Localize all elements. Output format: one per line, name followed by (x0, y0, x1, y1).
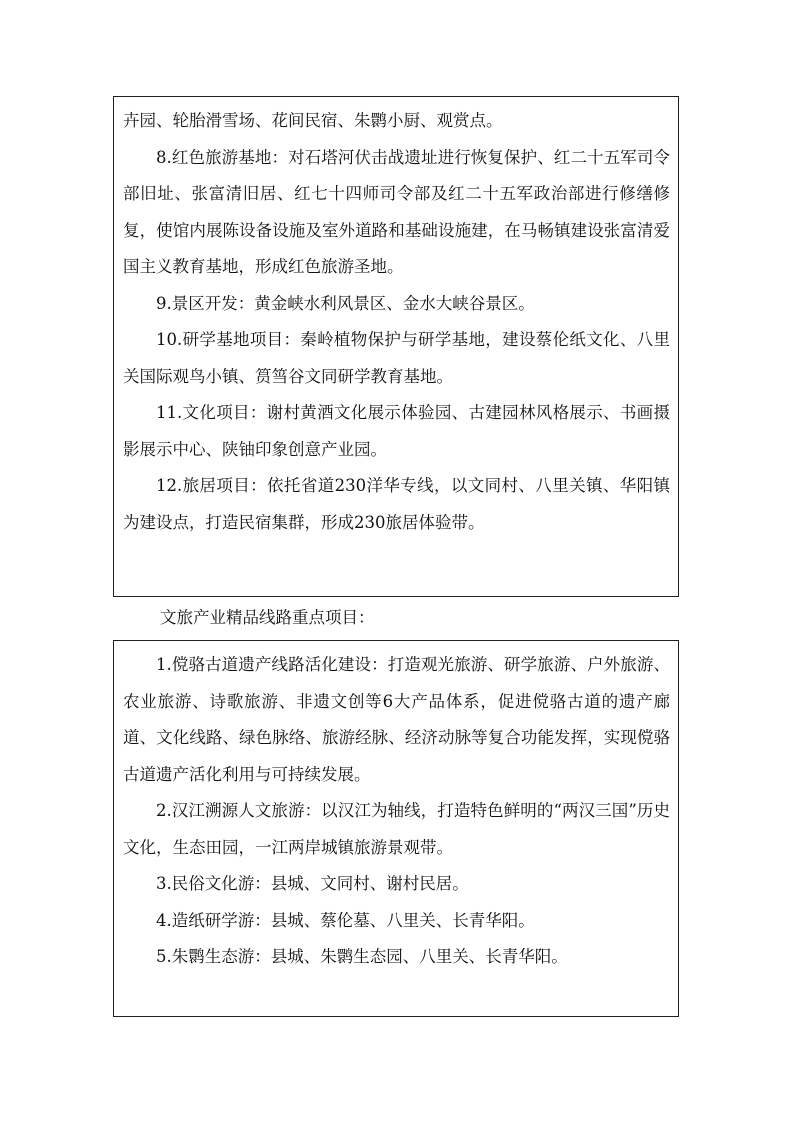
paragraph-study-base: 10.研学基地项目：秦岭植物保护与研学基地，建设蔡伦纸文化、八里关国际观鸟小镇、筼筜谷文同研学教育基地。 (123, 330, 670, 386)
paragraph-papermaking: 4.造纸研学游：县城、蔡伦墓、八里关、长青华阳。 (156, 910, 535, 930)
paragraph-continuation: 卉园、轮胎滑雪场、花间民宿、朱鹮小厨、观赏点。 (123, 111, 503, 130)
paragraph-ancient-road: 1.傥骆古道遗产线路活化建设：打造观光旅游、研学旅游、户外旅游、农业旅游、诗歌旅游、非遗文创等6大产品体系，促进傥骆古道的遗产廊道、文化线路、绿色脉络、旅游经脉、经济动脉等复合功能发挥，实现傥骆古道遗产活化利用与可持续发展。 (123, 655, 670, 784)
project-list-box-2 (113, 640, 679, 1017)
paragraph-culture-project: 11.文化项目：谢村黄酒文化展示体验园、古建园林风格展示、书画摄影展示中心、陕铀印象创意产业园。 (123, 403, 670, 459)
project-list-box-1 (113, 96, 679, 597)
paragraph-residence-project: 12.旅居项目：依托省道230洋华专线，以文同村、八里关镇、华阳镇为建设点，打造民宿集群，形成230旅居体验带。 (123, 476, 670, 532)
paragraph-scenic-development: 9.景区开发：黄金峡水利风景区、金水大峡谷景区。 (156, 293, 535, 313)
paragraph-ibis-ecology: 5.朱鹮生态游：县城、朱鹮生态园、八里关、长青华阳。 (156, 947, 568, 966)
section-title: 文旅产业精品线路重点项目： (160, 608, 375, 627)
paragraph-red-tourism: 8.红色旅游基地：对石塔河伏击战遗址进行恢复保护、红二十五军司令部旧址、张富清旧居、红七十四师司令部及红二十五军政治部进行修缮修复，使馆内展陈设备设施及室外道路和基础设施建，在马畅镇建设张富清爱国主义教育基地，形成红色旅游圣地。 (123, 147, 670, 276)
paragraph-hanjiang: 2.汉江溯源人文旅游：以汉江为轴线，打造特色鲜明的“两汉三国”历史文化，生态田园，一江两岸城镇旅游景观带。 (123, 801, 670, 857)
paragraph-folk-culture: 3.民俗文化游：县城、文同村、谢村民居。 (156, 874, 469, 893)
